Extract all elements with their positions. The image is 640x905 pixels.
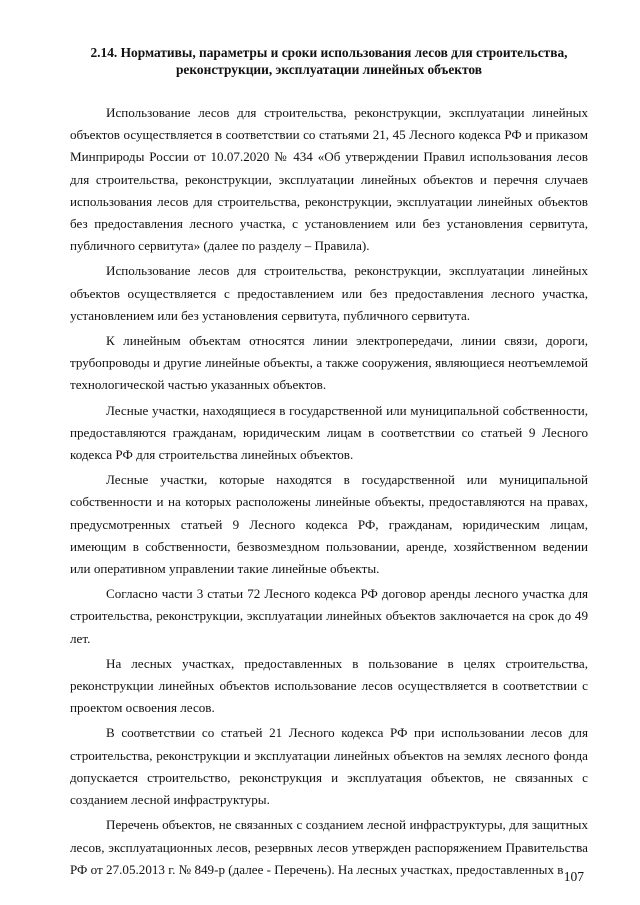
- page-number: 107: [563, 869, 584, 884]
- section-heading: [70, 44, 588, 78]
- paragraph-8: В соответствии со статьей 21 Лесного кодекса РФ при использовании лесов для строительства, реконструкции и эксплуатации линейных объектов на землях лесного фонда допускается строительство, реконструкция и эксплуатация объектов, не связанных с созданием лесной инфраструктуры.: [70, 725, 588, 808]
- paragraph-3: К линейным объектам относятся линии электропередачи, линии связи, дороги, трубопроводы и другие линейные объекты, а также сооружения, являющиеся неотъемлемой технологической частью указанных объектов.: [70, 333, 588, 393]
- paragraph-2: Использование лесов для строительства, реконструкции, эксплуатации линейных объектов осуществляется с предоставлением или без предоставления лесного участка, установлением или без установления сервитута, публичного сервитута.: [70, 263, 588, 323]
- section-heading-line-1: 2.14. Нормативы, параметры и сроки использования лесов для строительства,: [90, 45, 568, 60]
- paragraph-9: Перечень объектов, не связанных с созданием лесной инфраструктуры, для защитных лесов, эксплуатационных лесов, резервных лесов утвержден распоряжением Правительства РФ от 27.05.2013 г. № 849-р (далее - Перечень). На лесных участках, предоставленных в: [70, 817, 588, 877]
- paragraph-5: Лесные участки, которые находятся в государственной или муниципальной собственности и на которых расположены линейные объекты, предоставляются на правах, предусмотренных статьей 9 Лесного кодекса РФ, гражданам, юридическим лицам, имеющим в собственности, безвозмездном пользовании, аренде, хозяйственном ведении или оперативном управлении такие линейные объекты.: [70, 472, 588, 577]
- paragraph-1: Использование лесов для строительства, реконструкции, эксплуатации линейных объектов осуществляется в соответствии со статьями 21, 45 Лесного кодекса РФ и приказом Минприроды России от 10.07.2020 № 434 «Об утверждении Правил использования лесов для строительства, реконструкции, эксплуатации линейных объектов и перечня случаев использования лесов для строительства, реконструкции, эксплуатации линейных объектов без предоставления лесного участка, с установлением или без установления сервитута, публичного сервитута» (далее по разделу – Правила).: [70, 105, 588, 254]
- paragraph-7: На лесных участках, предоставленных в пользование в целях строительства, реконструкции линейных объектов использование лесов осуществляется в соответствии с проектом освоения лесов.: [70, 655, 588, 716]
- paragraph-4: Лесные участки, находящиеся в государственной или муниципальной собственности, предоставляются гражданам, юридическим лицам в соответствии со статьей 9 Лесного кодекса РФ для строительства линейных объектов.: [70, 402, 588, 463]
- document-page: [70, 44, 588, 881]
- section-heading-line-2: реконструкции, эксплуатации линейных объектов: [175, 62, 482, 77]
- paragraph-6: Согласно части 3 статьи 72 Лесного кодекса РФ договор аренды лесного участка для строительства, реконструкции, эксплуатации линейных объектов заключается на срок до 49 лет.: [70, 586, 588, 646]
